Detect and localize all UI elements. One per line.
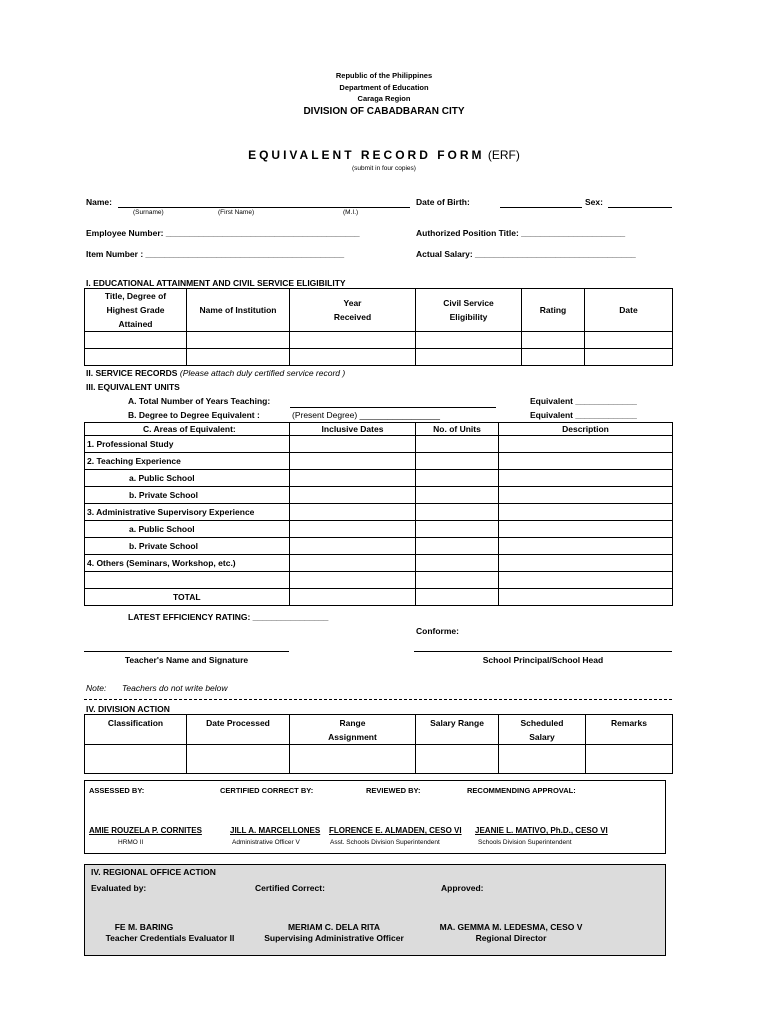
recommending-name: JEANIE L. MATIVO, Ph.D., CESO VI [475,826,608,835]
approver-name: MA. GEMMA M. LEDESMA, CESO V [439,922,583,932]
header-region: Caraga Region [357,94,411,103]
first-name-caption: (First Name) [218,209,255,216]
item-number-field[interactable]: Item Number : __________________________________________ [86,249,345,259]
surname-caption: (Surname) [133,209,164,216]
page-title [0,148,768,162]
row-admin-experience: 3. Administrative Supervisory Experience [85,504,290,521]
evaluator-title: Teacher Credentials Evaluator II [105,933,235,943]
header-department: Department of Education [339,83,429,92]
present-degree-field[interactable]: (Present Degree) _________________ [292,410,440,420]
table-row [85,572,673,589]
certifier-name: MERIAM C. DELA RITA [287,922,381,932]
note-label: Note: [86,683,107,693]
section4-heading: IV. DIVISION ACTION [86,704,170,714]
table-row [85,538,673,555]
teacher-signature-caption: Teacher's Name and Signature [124,655,249,665]
col-inclusive-dates: Inclusive Dates [290,423,416,436]
evaluator-name: FE M. BARING [114,922,174,932]
table-row [85,521,673,538]
table-row [85,332,673,349]
dob-field[interactable] [500,207,582,208]
recommending-title: Schools Division Superintendent [478,839,572,846]
assessed-title: HRMO II [118,839,144,846]
row-teaching-experience: 2. Teaching Experience [85,453,290,470]
name-field[interactable] [118,207,410,208]
table-row [85,745,673,774]
page-title-main: EQUIVALENT RECORD FORM [248,148,485,162]
actual-salary-field[interactable]: Actual Salary: __________________________________ [416,249,636,259]
col-description: Description [499,423,673,436]
table-row [85,504,673,521]
regional-heading: IV. REGIONAL OFFICE ACTION [91,867,216,877]
education-table [84,288,673,366]
edu-col-rating: Rating [522,289,585,332]
row-teaching-private: b. Private School [85,487,290,504]
page-title-abbr: (ERF) [487,148,520,162]
conforme-label: Conforme: [416,626,459,636]
sex-label: Sex: [585,197,603,207]
regional-certified-label: Certified Correct: [255,883,325,893]
certified-label: CERTIFIED CORRECT BY: [220,786,314,795]
row-professional-study: 1. Professional Study [85,436,290,453]
dob-label: Date of Birth: [416,197,470,207]
header-republic: Republic of the Philippines [335,71,433,80]
position-title-field[interactable]: Authorized Position Title: ______________________ [416,228,626,238]
certifier-title: Supervising Administrative Officer [264,933,404,943]
sex-field[interactable] [608,207,672,208]
row-others: 4. Others (Seminars, Workshop, etc.) [85,555,290,572]
div-col-classification: Classification [85,715,187,745]
div-col-salary-range: Salary Range [416,715,499,745]
mi-caption: (M.I.) [343,209,359,216]
reviewed-title: Asst. Schools Division Superintendent [330,839,440,846]
section3-heading: III. EQUIVALENT UNITS [86,382,180,392]
equivalent-units-table [84,422,673,606]
cut-line [84,699,672,700]
table-row [85,453,673,470]
name-label: Name: [86,197,112,207]
reviewed-name: FLORENCE E. ALMADEN, CESO VI [329,826,462,835]
equivalent-b-field[interactable]: Equivalent _____________ [530,410,637,420]
table-row [85,487,673,504]
years-teaching-label: A. Total Number of Years Teaching: [128,396,271,406]
division-action-table [84,714,673,774]
certified-name: JILL A. MARCELLONES [230,826,321,835]
edu-col-degree: Title, Degree of Highest Grade Attained [85,289,187,332]
degree-equivalent-label: B. Degree to Degree Equivalent : [128,410,260,420]
approver-title: Regional Director [475,933,547,943]
row-total: TOTAL [85,589,290,606]
section2-heading: II. SERVICE RECORDS (Please attach duly certified service record ) [86,368,346,378]
edu-col-date: Date [585,289,673,332]
evaluated-label: Evaluated by: [91,883,147,893]
table-row [85,470,673,487]
efficiency-rating-field[interactable]: LATEST EFFICIENCY RATING: ________________ [128,612,329,622]
recommending-label: RECOMMENDING APPROVAL: [467,786,576,795]
div-col-date-processed: Date Processed [187,715,290,745]
certified-title: Administrative Officer V [232,839,300,846]
employee-number-field[interactable]: Employee Number: _________________________________________ [86,228,360,238]
teacher-signature-line[interactable] [84,651,289,652]
years-teaching-field[interactable] [290,407,496,408]
section1-heading: I. EDUCATIONAL ATTAINMENT AND CIVIL SERVICE ELIGIBILITY [86,278,346,288]
edu-col-eligibility: Civil Service Eligibility [416,289,522,332]
row-teaching-public: a. Public School [85,470,290,487]
principal-signature-line[interactable] [414,651,672,652]
table-row [85,555,673,572]
page-subtitle: (submit in four copies) [352,165,416,172]
edu-col-institution: Name of Institution [187,289,290,332]
assessed-label: ASSESSED BY: [89,786,145,795]
div-col-range: Range Assignment [290,715,416,745]
div-col-remarks: Remarks [586,715,673,745]
header-division: DIVISION OF CABADBARAN CITY [303,106,465,117]
principal-signature-caption: School Principal/School Head [482,655,604,665]
assessed-name: AMIE ROUZELA P. CORNITES [89,826,202,835]
reviewed-label: REVIEWED BY: [366,786,421,795]
approved-label: Approved: [441,883,484,893]
edu-col-year: Year Received [290,289,416,332]
areas-label: C. Areas of Equivalent: [85,423,290,436]
note-text: Teachers do not write below [122,683,228,693]
equivalent-a-field[interactable]: Equivalent _____________ [530,396,637,406]
table-row [85,589,673,606]
row-admin-public: a. Public School [85,521,290,538]
row-admin-private: b. Private School [85,538,290,555]
col-units: No. of Units [416,423,499,436]
table-row [85,349,673,366]
div-col-scheduled-salary: Scheduled Salary [499,715,586,745]
table-row [85,436,673,453]
